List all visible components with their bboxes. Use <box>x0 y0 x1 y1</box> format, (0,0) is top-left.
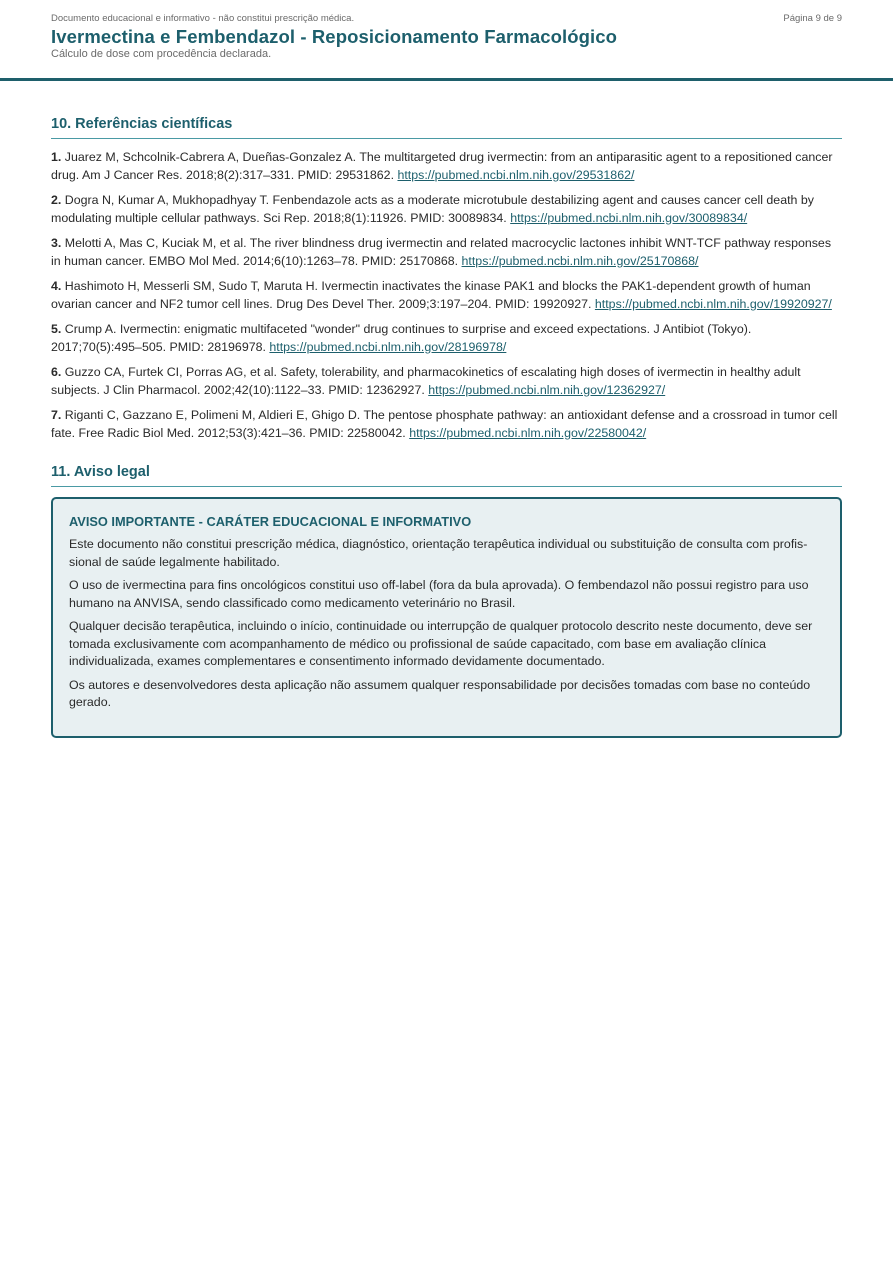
reference-number: 7. <box>51 408 62 422</box>
references-list <box>51 149 842 442</box>
reference-link[interactable]: https://pubmed.ncbi.nlm.nih.gov/12362927/ <box>428 382 666 397</box>
page-number: Página 9 de 9 <box>783 13 842 24</box>
legal-section <box>51 464 842 738</box>
reference-link[interactable]: https://pubmed.ncbi.nlm.nih.gov/29531862/ <box>397 167 635 182</box>
reference-link[interactable]: https://pubmed.ncbi.nlm.nih.gov/19920927/ <box>594 296 832 311</box>
reference-link[interactable]: https://pubmed.ncbi.nlm.nih.gov/30089834/ <box>510 210 748 225</box>
references-section-title: 10. Referências científicas <box>51 116 842 139</box>
reference-item <box>51 364 842 399</box>
reference-number: 4. <box>51 279 62 293</box>
legal-paragraph: Este documento não constitui prescrição médica, diagnóstico, orientação terapêutica individual ou substituição de consulta com profissional de saúde legalmente habilitado. <box>69 537 808 569</box>
legal-notice-heading: AVISO IMPORTANTE - CARÁTER EDUCACIONAL E INFORMATIVO <box>69 514 472 529</box>
reference-link[interactable]: https://pubmed.ncbi.nlm.nih.gov/25170868/ <box>461 253 699 268</box>
reference-link[interactable]: https://pubmed.ncbi.nlm.nih.gov/28196978/ <box>269 339 507 354</box>
page-content <box>51 116 842 738</box>
legal-section-title: 11. Aviso legal <box>51 464 842 487</box>
document-subtitle: Cálculo de dose com procedência declarada. <box>51 48 272 60</box>
reference-text: Riganti C, Gazzano E, Polimeni M, Aldieri E, Ghigo D. The pentose phosphate pathway: an antioxidant defense and a crossroad in tumor cell fate. Free Radic Biol Med. 2012;53(3):421–36. PMID: 22580042. <box>51 408 838 440</box>
header-disclaimer: Documento educacional e informativo - não constitui prescrição médica. <box>51 13 355 24</box>
reference-text: Hashimoto H, Messerli SM, Sudo T, Maruta H. Ivermectin inactivates the kinase PAK1 and blocks the PAK1-dependent growth of human ovarian cancer and NF2 tumor cell lines. Drug Des Devel Ther. 2009;3:197–204. PMID: 19920927. <box>51 279 811 311</box>
reference-number: 3. <box>51 236 62 250</box>
reference-item <box>51 149 842 184</box>
reference-text: Crump A. Ivermectin: enigmatic multifaceted "wonder" drug continues to surprise and exceed expectations. J Antibiot (Tokyo). 2017;70(5):495–505. PMID: 28196978. <box>51 322 752 354</box>
reference-text: Dogra N, Kumar A, Mukhopadhyay T. Fenbendazole acts as a moderate microtubule destabilizing agent and causes cancer cell death by modulating multiple cellular pathways. Sci Rep. 2018;8(1):11926. PMID: 30089834. <box>51 193 814 225</box>
reference-number: 6. <box>51 365 62 379</box>
reference-item <box>51 407 842 442</box>
legal-notice-box <box>51 497 842 738</box>
document-title: Ivermectina e Fembendazol - Reposicionamento Farmacológico <box>51 26 618 47</box>
reference-item <box>51 278 842 313</box>
legal-paragraph: Qualquer decisão terapêutica, incluindo o início, continuidade ou interrupção de qualquer protocolo descrito neste documento, deve ser tomada exclusivamente com acompanhamento de médico ou profissional de saúde capacitado, com base em avaliação clínica individualizada, exames complementares e consentimento informado devidamente documentado. <box>69 619 813 668</box>
reference-number: 5. <box>51 322 62 336</box>
reference-text: Juarez M, Schcolnik-Cabrera A, Dueñas-Gonzalez A. The multitargeted drug ivermectin: from an antiparasitic agent to a repositioned cancer drug. Am J Cancer Res. 2018;8(2):317–331. PMID: 29531862. <box>51 150 833 182</box>
page-header <box>0 0 893 81</box>
reference-link[interactable]: https://pubmed.ncbi.nlm.nih.gov/22580042/ <box>409 425 647 440</box>
reference-text: Guzzo CA, Furtek CI, Porras AG, et al. Safety, tolerability, and pharmacokinetics of escalating high doses of ivermectin in healthy adult subjects. J Clin Pharmacol. 2002;42(10):1122–33. PMID: 12362927. <box>51 365 801 397</box>
reference-text: Melotti A, Mas C, Kuciak M, et al. The river blindness drug ivermectin and related macrocyclic lactones inhibit WNT-TCF pathway responses in human cancer. EMBO Mol Med. 2014;6(10):1263–78. PMID: 25170868. <box>51 236 832 268</box>
reference-number: 1. <box>51 150 62 164</box>
reference-item <box>51 321 842 356</box>
reference-item <box>51 235 842 270</box>
reference-number: 2. <box>51 193 62 207</box>
legal-paragraph: Os autores e desenvolvedores desta aplicação não assumem qualquer responsabilidade por decisões tomadas com base no conteúdo gerado. <box>69 677 811 709</box>
legal-paragraph: O uso de ivermectina para fins oncológicos constitui uso off-label (fora da bula aprovada). O fembendazol não possui registro para uso humano na ANVISA, sendo classificado como medicamento veterinário no Brasil. <box>69 578 809 610</box>
reference-item <box>51 192 842 227</box>
